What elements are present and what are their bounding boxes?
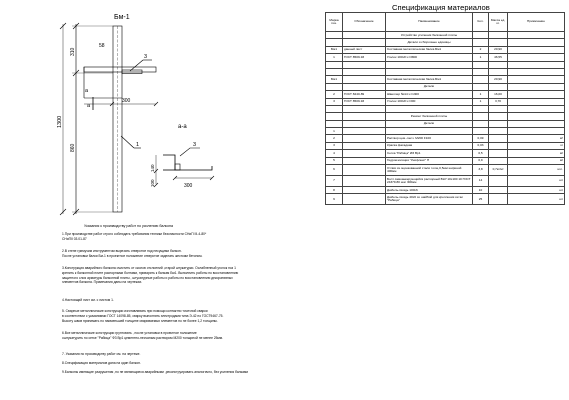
spec-cell bbox=[489, 187, 508, 194]
spec-cell bbox=[489, 150, 508, 157]
spec-row bbox=[326, 187, 565, 194]
note-item bbox=[62, 309, 314, 323]
spec-cell: 1 bbox=[473, 91, 489, 98]
spec-cell: Бм1 bbox=[326, 76, 343, 83]
note-line: элементов балкона. Примечания даны на чертежах. bbox=[62, 280, 143, 285]
spec-cell bbox=[343, 150, 386, 157]
spec-cell bbox=[386, 128, 473, 135]
spec-cell: м² bbox=[508, 150, 565, 157]
spec-cell bbox=[508, 68, 565, 75]
spec-cell bbox=[508, 54, 565, 61]
section-mark-top: а bbox=[85, 88, 89, 94]
note-line: в соответствии с указаниями ГОСТ 14098-85, сварку выполнять электродами типа Э-42 по ГОСТ9467-75. bbox=[62, 313, 224, 318]
spec-row bbox=[326, 142, 565, 149]
note-line: 7. Указания по производству работ см. на чертеже. bbox=[62, 352, 141, 356]
spec-cell: 3,70 bbox=[489, 98, 508, 105]
drawing-title: Бм-1 bbox=[114, 14, 130, 21]
spec-cell bbox=[508, 39, 565, 46]
spec-cell: 4 bbox=[326, 150, 343, 157]
spec-cell: 1 bbox=[473, 54, 489, 61]
spec-cell bbox=[473, 120, 489, 127]
note-line: 9.Балконы имеющие разрушения ,но не являющиеся аварийными ,реконструировать аналогично, без усиления балками bbox=[62, 370, 249, 374]
spec-cell bbox=[508, 128, 565, 135]
spec-row bbox=[326, 165, 565, 176]
spec-cell bbox=[343, 105, 386, 112]
spec-cell bbox=[489, 194, 508, 205]
spec-cell: Дюбель-гвоздь 100х6 bbox=[386, 187, 473, 194]
spec-cell: Сетка "Рабица" Ø3 Вр1 bbox=[386, 150, 473, 157]
spec-cell bbox=[326, 68, 343, 75]
spec-cell bbox=[326, 105, 343, 112]
spec-table bbox=[325, 12, 565, 205]
spec-section-label: Детали bbox=[386, 120, 473, 127]
spec-cell bbox=[508, 120, 565, 127]
spec-cell bbox=[343, 39, 386, 46]
spec-cell bbox=[473, 128, 489, 135]
spec-cell: 0,7кг/м² bbox=[489, 165, 508, 176]
spec-cell bbox=[326, 83, 343, 90]
spec-section-label: Устройство усиления балконной плиты bbox=[386, 32, 473, 39]
spec-cell: Гидроизоляция "Унифлекс" П bbox=[386, 157, 473, 164]
spec-header-row bbox=[326, 13, 565, 32]
spec-cell: шт bbox=[508, 176, 565, 187]
spec-cell bbox=[508, 46, 565, 53]
spec-section-label: Детали bbox=[386, 83, 473, 90]
note-item bbox=[62, 298, 314, 303]
note-line: 5. Сварные металлические конструкции изготавливать при помощи контактно точечной сварки bbox=[62, 309, 208, 313]
dim-section-140: 140 bbox=[150, 164, 155, 172]
spec-cell bbox=[473, 68, 489, 75]
spec-cell: 3 bbox=[326, 98, 343, 105]
section-mark-bottom: а bbox=[87, 103, 91, 109]
note-line: 4.Настоящий лист см. с листом 1. bbox=[62, 298, 114, 302]
spec-cell: 8 bbox=[326, 187, 343, 194]
spec-cell: Раствор цем.-песч. М200 F100 bbox=[386, 135, 473, 142]
spec-row bbox=[326, 194, 565, 205]
dim-total-length: 1300 bbox=[57, 115, 63, 128]
spec-cell bbox=[343, 32, 386, 39]
spec-cell bbox=[343, 83, 386, 90]
spec-cell bbox=[508, 91, 565, 98]
note-line: После установки балки Бм-1 в проектное положение отверстие заделать жестким бетоном. bbox=[62, 253, 203, 258]
note-item bbox=[62, 266, 314, 285]
spec-cell: кг bbox=[508, 142, 565, 149]
spec-row bbox=[326, 157, 565, 164]
spec-cell bbox=[508, 113, 565, 120]
spec-cell: 2 bbox=[473, 46, 489, 53]
spec-cell bbox=[489, 39, 508, 46]
spec-cell: Швеллер №14 L=1300 bbox=[386, 91, 473, 98]
spec-cell: м² bbox=[508, 157, 565, 164]
spec-cell: ГОСТ 8240-89 bbox=[343, 91, 386, 98]
spec-cell: Дюбель-гвоздь 40х6 со шайбой для крепления сетки "Рабица" bbox=[386, 194, 473, 205]
leader-1 bbox=[121, 136, 134, 148]
spec-cell bbox=[473, 105, 489, 112]
spec-cell bbox=[473, 83, 489, 90]
spec-cell bbox=[489, 61, 508, 68]
section-title: а-а bbox=[178, 124, 187, 130]
spec-cell bbox=[489, 128, 508, 135]
spec-cell: 2 bbox=[326, 91, 343, 98]
spec-cell: 10 bbox=[473, 187, 489, 194]
notes-heading: Указания к производству работ по усилению балкона bbox=[84, 224, 174, 228]
spec-row bbox=[326, 32, 565, 39]
spec-row bbox=[326, 39, 565, 46]
spec-cell: данный лист bbox=[343, 46, 386, 53]
spec-cell: Составная металлическая балка Бм1 bbox=[386, 76, 473, 83]
spec-cell bbox=[326, 61, 343, 68]
spec-cell: Бм1 bbox=[326, 46, 343, 53]
spec-cell bbox=[343, 128, 386, 135]
note-line: крепить к балконной плите распорными болтами, приварить к балкам Бм1. Выполнить работы по восстановлению bbox=[62, 270, 239, 275]
spec-row bbox=[326, 91, 565, 98]
note-item bbox=[62, 370, 314, 375]
spec-cell bbox=[386, 68, 473, 75]
callout-1: 1 bbox=[136, 142, 140, 148]
spec-row bbox=[326, 83, 565, 90]
spec-cell: 2 bbox=[326, 135, 343, 142]
spec-cell: 6 bbox=[326, 165, 343, 176]
spec-cell bbox=[343, 176, 386, 187]
spec-cell: Уголок 100х8 L=300 bbox=[386, 98, 473, 105]
spec-cell bbox=[473, 61, 489, 68]
section-aa-profile bbox=[163, 155, 212, 170]
spec-cell: 0,5 bbox=[473, 150, 489, 157]
spec-cell bbox=[343, 142, 386, 149]
spec-cell bbox=[508, 32, 565, 39]
spec-header-cell: Кол. bbox=[473, 13, 489, 32]
spec-cell bbox=[473, 32, 489, 39]
spec-cell bbox=[508, 105, 565, 112]
spec-section-label: Детали и сборочные единицы bbox=[386, 39, 473, 46]
spec-cell bbox=[489, 120, 508, 127]
spec-cell: 5 bbox=[326, 157, 343, 164]
spec-cell bbox=[473, 76, 489, 83]
spec-cell bbox=[326, 39, 343, 46]
note-item bbox=[62, 232, 314, 242]
spec-cell bbox=[343, 68, 386, 75]
spec-cell bbox=[326, 32, 343, 39]
spec-cell: 20,90 bbox=[489, 76, 508, 83]
spec-title: Спецификация материалов bbox=[392, 3, 490, 12]
spec-row bbox=[326, 98, 565, 105]
spec-cell: 1 bbox=[326, 54, 343, 61]
spec-header-cell: Примечание bbox=[508, 13, 565, 32]
spec-cell: м.п. bbox=[508, 165, 565, 176]
spec-cell bbox=[508, 98, 565, 105]
dim-width-58: 58 bbox=[99, 43, 105, 49]
note-item bbox=[62, 331, 314, 341]
spec-cell: 20,90 bbox=[489, 46, 508, 53]
spec-header-cell: Марка поз. bbox=[326, 13, 343, 32]
spec-cell bbox=[343, 135, 386, 142]
note-item bbox=[62, 352, 314, 357]
spec-cell bbox=[326, 113, 343, 120]
spec-header-cell: Масса ед. кг. bbox=[489, 13, 508, 32]
dim-section-300: 300 bbox=[184, 183, 193, 189]
spec-cell bbox=[489, 68, 508, 75]
spec-cell: 1 bbox=[473, 98, 489, 105]
spec-cell: 14 bbox=[473, 176, 489, 187]
callout-3: 3 bbox=[144, 54, 148, 60]
leader-3 bbox=[130, 60, 143, 71]
spec-cell: Болт самоанкерующийся распорный BLP 10х100 10 ГОСТ 24379.80 шаг 300мм bbox=[386, 176, 473, 187]
spec-header-cell: Обозначение bbox=[343, 13, 386, 32]
spec-cell: 1 bbox=[326, 128, 343, 135]
note-item bbox=[62, 249, 314, 259]
note-line: СНиПII 03.01-87 bbox=[62, 236, 87, 241]
spec-cell bbox=[489, 32, 508, 39]
spec-cell: 46,55 bbox=[489, 54, 508, 61]
note-line: защитного слоя арматуры балконной плиты , штукатурные работы и работы по восстановлению декоративных bbox=[62, 275, 233, 280]
note-line: 8.Спецификация материалов дана на один балкон. bbox=[62, 361, 141, 365]
spec-row bbox=[326, 68, 565, 75]
spec-cell: Отлив из оцинкованной стали толщ.0,5мм шириной 400мм bbox=[386, 165, 473, 176]
spec-cell: шт bbox=[508, 187, 565, 194]
spec-cell bbox=[473, 39, 489, 46]
spec-cell bbox=[489, 135, 508, 142]
dim-projection-300: 300 bbox=[122, 98, 131, 104]
spec-cell: Составная металлическая балка Бм1 bbox=[386, 46, 473, 53]
spec-cell bbox=[489, 113, 508, 120]
spec-cell: Краска фасадная bbox=[386, 142, 473, 149]
spec-cell: ГОСТ 8509-93 bbox=[343, 54, 386, 61]
spec-cell bbox=[489, 157, 508, 164]
spec-cell bbox=[508, 76, 565, 83]
spec-cell: Уголок 100х8 L=3800 bbox=[386, 54, 473, 61]
callout-3-section: 3 bbox=[193, 142, 197, 148]
spec-cell bbox=[343, 157, 386, 164]
spec-cell bbox=[489, 142, 508, 149]
note-item bbox=[62, 361, 314, 366]
spec-cell: 0,03 bbox=[473, 142, 489, 149]
spec-cell: 25 bbox=[473, 194, 489, 205]
spec-cell bbox=[343, 76, 386, 83]
spec-row bbox=[326, 105, 565, 112]
spec-cell: 0,9 bbox=[473, 157, 489, 164]
spec-row bbox=[326, 46, 565, 53]
spec-row bbox=[326, 120, 565, 127]
spec-row bbox=[326, 150, 565, 157]
spec-cell: 3 bbox=[326, 142, 343, 149]
spec-header-cell: Наименование bbox=[386, 13, 473, 32]
dim-bottom-length: 860 bbox=[70, 143, 76, 152]
note-line: Высоту швов принимать по наименьшей толщине свариваемых элементов но не более 1,2 толщины. bbox=[62, 318, 218, 323]
spec-cell: ГОСТ 8509-93 bbox=[343, 98, 386, 105]
spec-row bbox=[326, 176, 565, 187]
spec-cell bbox=[386, 105, 473, 112]
spec-cell bbox=[489, 176, 508, 187]
dim-section-100: 100 bbox=[150, 179, 155, 187]
spec-cell: 16,00 bbox=[489, 91, 508, 98]
spec-cell bbox=[343, 194, 386, 205]
spec-cell bbox=[386, 61, 473, 68]
spec-cell bbox=[343, 61, 386, 68]
spec-cell bbox=[343, 165, 386, 176]
spec-section-label: Ремонт балконной плиты bbox=[386, 113, 473, 120]
spec-cell: 3,8 bbox=[473, 165, 489, 176]
note-line: 1.При производстве работ строго соблюдать требования техники безопасности СНиП III-4-80* bbox=[62, 232, 207, 236]
spec-row bbox=[326, 128, 565, 135]
dim-top-length: 310 bbox=[70, 47, 76, 56]
note-line: 6.Все металлические конструкции грунтовать , после установки в проектное положение bbox=[62, 331, 197, 335]
spec-cell: м³ bbox=[508, 135, 565, 142]
spec-row bbox=[326, 54, 565, 61]
slab-section bbox=[84, 67, 156, 72]
spec-cell bbox=[508, 83, 565, 90]
spec-row bbox=[326, 113, 565, 120]
spec-cell: 7 bbox=[326, 176, 343, 187]
spec-cell bbox=[343, 113, 386, 120]
spec-row bbox=[326, 61, 565, 68]
spec-cell bbox=[508, 61, 565, 68]
spec-cell: 0,09 bbox=[473, 135, 489, 142]
note-line: оштукатурить по сетке "Рабица" Ф3 Вр1 цементно-песчаным раствором М200 толщиной не менее 25мм. bbox=[62, 335, 223, 340]
spec-cell: шт bbox=[508, 194, 565, 205]
note-line: 2.В стене гримучим инструментом вырезать отверстие под несущими балкон. bbox=[62, 249, 182, 253]
spec-cell bbox=[326, 120, 343, 127]
spec-cell bbox=[489, 83, 508, 90]
spec-cell bbox=[343, 120, 386, 127]
spec-cell bbox=[473, 113, 489, 120]
note-line: 3.Конструкция аварийного балкона очистить от сколов отслоений ,старой штукатурки. Ослабленный уголок поз 1 bbox=[62, 266, 236, 270]
spec-cell bbox=[489, 105, 508, 112]
spec-row bbox=[326, 76, 565, 83]
spec-cell bbox=[343, 187, 386, 194]
spec-row bbox=[326, 135, 565, 142]
spec-cell: 9 bbox=[326, 194, 343, 205]
